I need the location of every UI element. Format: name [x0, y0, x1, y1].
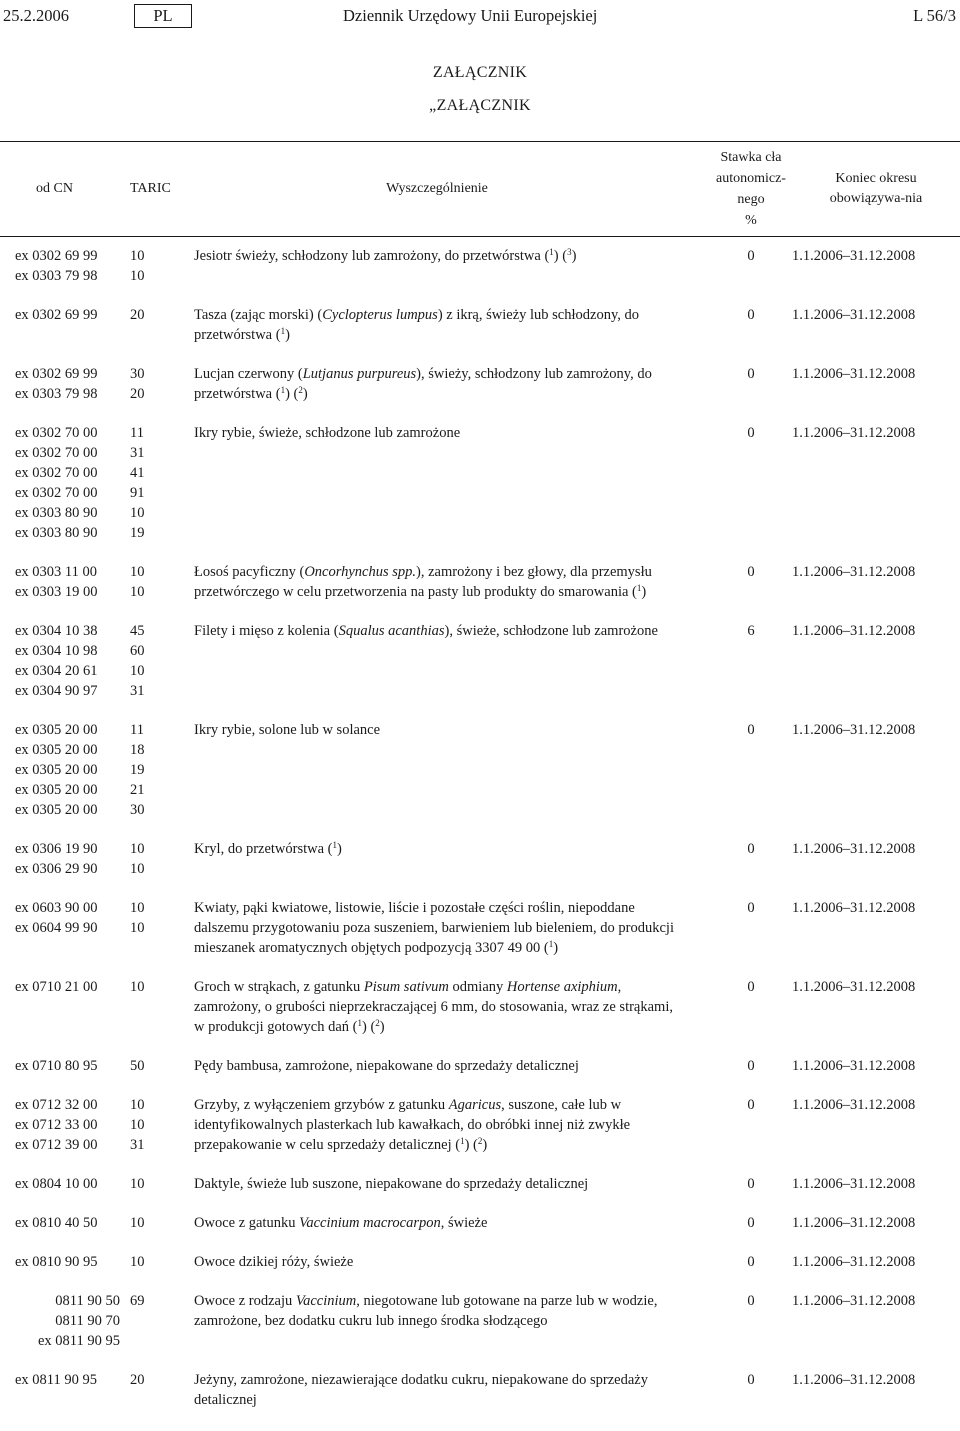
duty-rate-cell: 0 [747, 1254, 755, 1270]
taric-cell: 10 10 [130, 248, 145, 284]
tariff-table [0, 141, 960, 1429]
duty-rate-cell: 0 [747, 1215, 755, 1231]
duty-rate-cell: 0 [747, 1372, 755, 1388]
duty-rate-cell: 0 [747, 425, 755, 441]
validity-period-cell: 1.1.2006–31.12.2008 [792, 425, 916, 441]
table-row [0, 1174, 960, 1213]
cn-code-cell: ex 0302 69 99 ex 0303 79 98 [15, 248, 98, 284]
validity-period-cell: 1.1.2006–31.12.2008 [792, 900, 916, 916]
cn-code-cell: ex 0303 11 00 ex 0303 19 00 [15, 564, 98, 600]
validity-period-cell: 1.1.2006–31.12.2008 [792, 1215, 916, 1231]
duty-rate-cell: 0 [747, 366, 755, 382]
taric-cell: 11 18 19 21 30 [130, 722, 145, 818]
validity-period-cell: 1.1.2006–31.12.2008 [792, 307, 916, 323]
col-header-period: Koniec okresu obowiązywa-nia [792, 142, 960, 237]
validity-period-cell: 1.1.2006–31.12.2008 [792, 366, 916, 382]
duty-rate-cell: 0 [747, 1097, 755, 1113]
cn-code-cell: ex 0811 90 95 [15, 1372, 98, 1388]
taric-cell: 10 [130, 979, 145, 995]
validity-period-cell: 1.1.2006–31.12.2008 [792, 1058, 916, 1074]
description-cell: Kwiaty, pąki kwiatowe, listowie, liście i pozostałe części roślin, niepoddane dalszemu przygotowaniu poza suszeniem, barwieniem lub bieleniem, do produkcji mieszanek aromatycznych objętych podpozycją 3307 49 00 ($^1$) [194, 900, 674, 956]
description-cell: Lucjan czerwony (Lutjanus purpureus), świeży, schłodzony lub zamrożony, do przetwórstwa ($^1$) ($^2$) [194, 366, 652, 402]
duty-rate-cell: 0 [747, 722, 755, 738]
duty-rate-cell: 0 [747, 979, 755, 995]
cn-code-cell: ex 0712 32 00 ex 0712 33 00 ex 0712 39 00 [15, 1097, 98, 1153]
table-row [0, 305, 960, 364]
validity-period-cell: 1.1.2006–31.12.2008 [792, 1176, 916, 1192]
cn-code-cell: ex 0603 90 00 ex 0604 99 90 [15, 900, 98, 936]
taric-cell: 10 10 [130, 564, 145, 600]
duty-rate-cell: 0 [747, 900, 755, 916]
validity-period-cell: 1.1.2006–31.12.2008 [792, 1097, 916, 1113]
description-cell: Pędy bambusa, zamrożone, niepakowane do sprzedaży detalicznej [194, 1058, 579, 1074]
description-cell: Łosoś pacyficzny (Oncorhynchus spp.), zamrożony i bez głowy, dla przemysłu przetwórczego w celu przetworzenia na pasty lub produkty do smarowania ($^1$) [194, 564, 652, 600]
cn-code-cell: ex 0302 70 00 ex 0302 70 00 ex 0302 70 00 ex 0302 70 00 ex 0303 80 90 ex 0303 80 90 [15, 425, 98, 541]
taric-cell: 11 31 41 91 10 19 [130, 425, 145, 541]
taric-cell: 30 20 [130, 366, 145, 402]
col-header-description: Wyszczególnienie [194, 142, 710, 237]
description-cell: Grzyby, z wyłączeniem grzybów z gatunku Agaricus, suszone, całe lub w identyfikowalnych plasterkach lub kawałkach, do obróbki innej niż zwykłe przepakowanie w celu sprzedaży detalicznej ($^1$) ($^2$) [194, 1097, 631, 1153]
duty-rate-cell: 0 [747, 1176, 755, 1192]
duty-rate-cell: 0 [747, 564, 755, 580]
cn-code-cell: ex 0306 19 90 ex 0306 29 90 [15, 841, 98, 877]
annex-subtitle: „ZAŁĄCZNIK [429, 97, 531, 114]
rate-header-text: Stawka cła autonomicz-nego [716, 150, 786, 207]
table-row [0, 1095, 960, 1174]
journal-title: Dziennik Urzędowy Unii Europejskiej [343, 6, 598, 25]
cn-code-cell: ex 0302 69 99 ex 0303 79 98 [15, 366, 98, 402]
description-cell: Daktyle, świeże lub suszone, niepakowane do sprzedaży detalicznej [194, 1176, 589, 1192]
table-row [0, 839, 960, 898]
validity-period-cell: 1.1.2006–31.12.2008 [792, 623, 916, 639]
description-cell: Owoce dzikiej róży, świeże [194, 1254, 354, 1270]
table-row [0, 1291, 960, 1370]
description-cell: Groch w strąkach, z gatunku Pisum sativum odmiany Hortense axiphium, zamrożony, o grubości nieprzekraczającej 6 mm, do stosowania, wraz ze strąkami, w produkcji gotowych dań ($^1$) ($^2$) [194, 979, 673, 1035]
cn-code-cell: ex 0305 20 00 ex 0305 20 00 ex 0305 20 00 ex 0305 20 00 ex 0305 20 00 [15, 722, 98, 818]
cn-code-cell: ex 0304 10 38 ex 0304 10 98 ex 0304 20 61 ex 0304 90 97 [15, 623, 98, 699]
cn-code-cell: 0811 90 50 0811 90 70 ex 0811 90 95 [37, 1293, 120, 1349]
table-row [0, 977, 960, 1056]
col-header-cn: od CN [0, 142, 130, 237]
table-row [0, 1252, 960, 1291]
cn-code-cell: ex 0710 80 95 [15, 1058, 98, 1074]
description-cell: Filety i mięso z kolenia (Squalus acanthias), świeże, schłodzone lub zamrożone [194, 623, 658, 639]
table-row [0, 364, 960, 423]
description-cell: Tasza (zając morski) (Cyclopterus lumpus) z ikrą, świeży lub schłodzony, do przetwórstwa ($^1$) [194, 307, 640, 343]
duty-rate-cell: 0 [747, 307, 755, 323]
taric-cell: 10 [130, 1176, 145, 1192]
taric-cell: 10 [130, 1215, 145, 1231]
table-row [0, 1213, 960, 1252]
taric-cell: 10 10 31 [130, 1097, 145, 1153]
description-cell: Kryl, do przetwórstwa ($^1$) [194, 840, 342, 857]
validity-period-cell: 1.1.2006–31.12.2008 [792, 1254, 916, 1270]
cn-code-cell: ex 0302 69 99 [15, 307, 98, 323]
taric-cell: 10 [130, 1254, 145, 1270]
taric-cell: 69 [130, 1293, 145, 1309]
table-row [0, 562, 960, 621]
taric-cell: 45 60 10 31 [130, 623, 145, 699]
rate-unit: % [745, 213, 757, 228]
taric-cell: 20 [130, 1372, 145, 1388]
description-cell: Owoce z rodzaju Vaccinium, niegotowane lub gotowane na parze lub w wodzie, zamrożone, bez dodatku cukru lub innego środka słodzącego [194, 1293, 658, 1329]
table-row [0, 898, 960, 977]
col-header-taric: TARIC [130, 142, 194, 237]
description-cell: Jesiotr świeży, schłodzony lub zamrożony, do przetwórstwa ($^1$) ($^3$) [194, 247, 577, 264]
table-row [0, 720, 960, 839]
cn-code-cell: ex 0710 21 00 [15, 979, 98, 995]
table-row [0, 1370, 960, 1429]
annex-title: ZAŁĄCZNIK [432, 64, 528, 81]
validity-period-cell: 1.1.2006–31.12.2008 [792, 1372, 916, 1388]
col-header-rate [710, 142, 792, 237]
cn-code-cell: ex 0810 40 50 [15, 1215, 98, 1231]
cn-code-cell: ex 0804 10 00 [15, 1176, 98, 1192]
validity-period-cell: 1.1.2006–31.12.2008 [792, 1293, 916, 1309]
duty-rate-cell: 6 [747, 623, 755, 639]
validity-period-cell: 1.1.2006–31.12.2008 [792, 841, 916, 857]
table-body [0, 237, 960, 1430]
duty-rate-cell: 0 [747, 1058, 755, 1074]
description-cell: Ikry rybie, świeże, schłodzone lub zamrożone [194, 425, 461, 441]
cn-code-cell: ex 0810 90 95 [15, 1254, 98, 1270]
validity-period-cell: 1.1.2006–31.12.2008 [792, 722, 916, 738]
validity-period-cell: 1.1.2006–31.12.2008 [792, 564, 916, 580]
table-row [0, 423, 960, 562]
taric-cell: 20 [130, 307, 145, 323]
table-row [0, 237, 960, 306]
validity-period-cell: 1.1.2006–31.12.2008 [792, 248, 916, 264]
table-row [0, 621, 960, 720]
table-header-row [0, 142, 960, 237]
taric-cell: 10 10 [130, 900, 145, 936]
duty-rate-cell: 0 [747, 1293, 755, 1309]
duty-rate-cell: 0 [747, 841, 755, 857]
taric-cell: 10 10 [130, 841, 145, 877]
language-box: PL [134, 4, 192, 28]
publication-date: 25.2.2006 [3, 6, 69, 25]
description-cell: Jeżyny, zamrożone, niezawierające dodatku cukru, niepakowane do sprzedaży detalicznej [194, 1372, 648, 1408]
validity-period-cell: 1.1.2006–31.12.2008 [792, 979, 916, 995]
page-reference: L 56/3 [913, 6, 956, 25]
description-cell: Ikry rybie, solone lub w solance [194, 722, 381, 738]
taric-cell: 50 [130, 1058, 145, 1074]
page-header [0, 4, 960, 28]
duty-rate-cell: 0 [747, 248, 755, 264]
description-cell: Owoce z gatunku Vaccinium macrocarpon, świeże [194, 1215, 488, 1231]
table-row [0, 1056, 960, 1095]
